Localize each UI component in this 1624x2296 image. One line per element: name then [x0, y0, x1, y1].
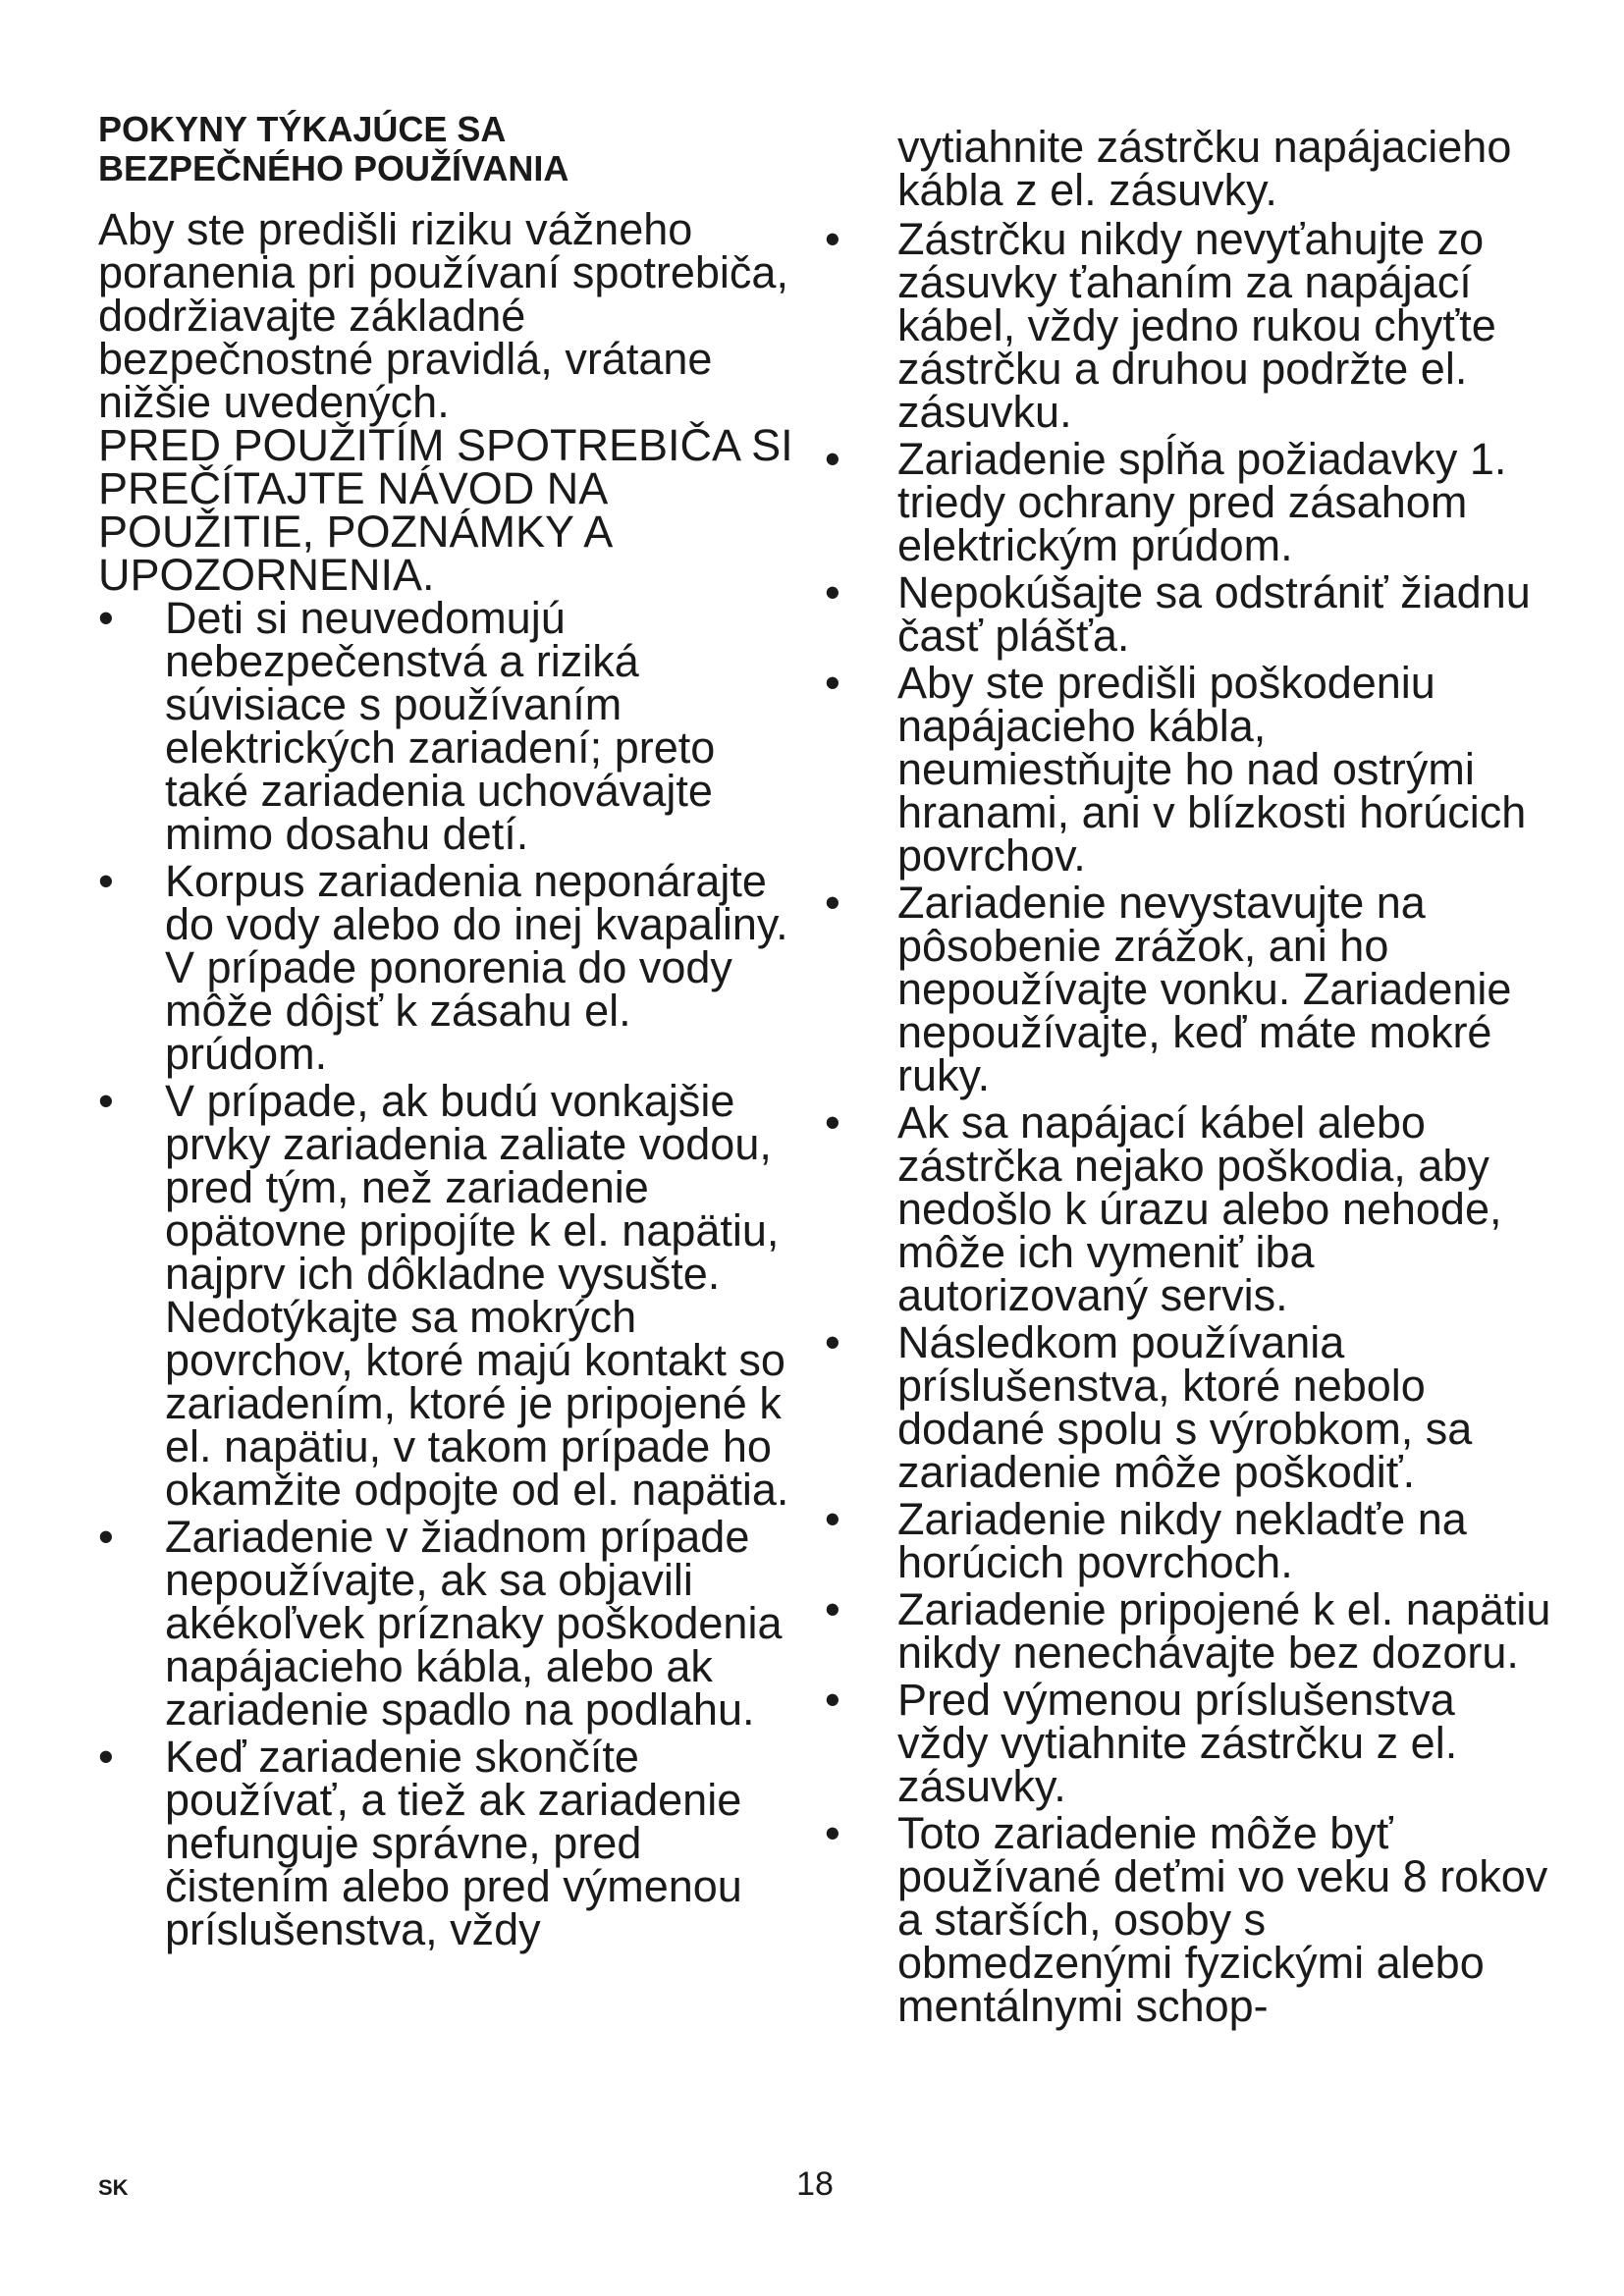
- intro-paragraph: Aby ste predišli riziku vážneho poranenia pri používaní spotrebiča, dodržiavajte základné bezpečnostné pravidlá, vrátane nižšie uvedených.: [98, 204, 788, 427]
- list-item: [825, 1317, 1551, 1497]
- list-item: [825, 1675, 1551, 1811]
- list-item: [825, 658, 1551, 881]
- list-item-text: Korpus zariadenia neponárajte do vody alebo do inej kvapaliny. V prípade ponorenia do vody môže dôjsť k zásahu el. prúdom.: [165, 856, 788, 1079]
- list-item-text: Ak sa napájací kábel alebo zástrčka nejako poškodia, aby nedošlo k úrazu alebo nehode, môže ich vymeniť iba autorizovaný servis.: [897, 1097, 1502, 1320]
- right-bullet-list: [825, 214, 1551, 2031]
- list-item: [98, 1512, 805, 1735]
- list-item: [825, 878, 1551, 1100]
- bullet-icon: •: [825, 1494, 840, 1544]
- language-code: SK: [98, 2175, 129, 2200]
- list-item-text: Aby ste predišli poškodeniu napájacieho kábla, neumiestňujte ho nad ostrými hranami, ani v blízkosti horúcich povrchov.: [897, 658, 1527, 881]
- list-item: [825, 567, 1551, 661]
- bullet-icon: •: [98, 856, 114, 906]
- list-item-text: V prípade, ak budú vonkajšie prvky zariadenia zaliate vodou, pred tým, než zariadenie opätovne pripojíte k el. napätiu, najprv ich dôkladne vysušte. Nedotýkajte sa mokrých povrchov, ktoré majú kontakt so zariadením, ktoré je pripojené k el. napätiu, v takom prípade ho okamžite odpojte od el. napätia.: [165, 1076, 789, 1515]
- list-item-text: Pred výmenou príslušenstva vždy vytiahnite zástrčku z el. zásuvky.: [897, 1675, 1458, 1811]
- left-column: [98, 110, 805, 1955]
- list-item: [825, 1808, 1551, 2031]
- bullet-icon: •: [825, 1808, 840, 1858]
- bullet-icon: •: [825, 1584, 840, 1634]
- section-heading: POKYNY TÝKAJÚCE SA BEZPEČNÉHO POUŽÍVANIA: [98, 109, 569, 188]
- list-item-text: Zariadenie pripojené k el. napätiu nikdy nenechávajte bez dozoru.: [897, 1584, 1551, 1678]
- list-item: [825, 434, 1551, 570]
- bullet-icon: •: [825, 1675, 840, 1725]
- list-item: [98, 1732, 805, 1954]
- bullet-icon: •: [825, 1317, 840, 1367]
- list-item: [825, 1584, 1551, 1678]
- list-item-text: Zariadenie v žiadnom prípade nepoužívajte, ak sa objavili akékoľvek príznaky poškodenia napájacieho kábla, alebo ak zariadenie spadlo na podlahu.: [165, 1512, 783, 1735]
- bullet-icon: •: [825, 567, 840, 617]
- list-item: [825, 214, 1551, 437]
- list-item-text: Nepokúšajte sa odstrániť žiadnu časť plášťa.: [897, 567, 1531, 661]
- page-number: 18: [796, 2165, 834, 2203]
- list-item: [98, 593, 805, 859]
- list-item: [825, 1097, 1551, 1320]
- bullet-icon: •: [98, 593, 114, 643]
- list-item-text: Toto zariadenie môže byť používané deťmi vo veku 8 rokov a starších, osoby s obmedzenými fyzickými alebo mentálnymi schop-: [897, 1808, 1548, 2031]
- bullet-icon: •: [98, 1076, 114, 1126]
- bullet-icon: •: [825, 214, 840, 264]
- list-item-text: Keď zariadenie skončíte používať, a tiež ak zariadenie nefunguje správne, pred čistením alebo pred výmenou príslušenstva, vždy: [165, 1732, 742, 1954]
- list-item-text: Zariadenie nikdy nekladťe na horúcich povrchoch.: [897, 1494, 1467, 1587]
- list-item-text: Následkom používania príslušenstva, ktoré nebolo dodané spolu s výrobkom, sa zariadenie môže poškodiť.: [897, 1317, 1473, 1497]
- bullet-icon: •: [825, 658, 840, 708]
- bullet-icon: •: [825, 1097, 840, 1148]
- warning-paragraph: PRED POUŽITÍM SPOTREBIČA SI PREČÍTAJTE NÁVOD NA POUŽITIE, POZNÁMKY A UPOZORNENIA.: [98, 420, 793, 600]
- list-item-text: Zariadenie spĺňa požiadavky 1. triedy ochrany pred zásahom elektrickým prúdom.: [897, 434, 1507, 570]
- list-item-text: Deti si neuvedomujú nebezpečenstvá a riziká súvisiace s používaním elektrických zariadení; preto také zariadenia uchovávajte mimo dosahu detí.: [165, 593, 716, 859]
- list-item: [98, 1076, 805, 1515]
- list-item: [825, 1494, 1551, 1587]
- list-item-text: Zariadenie nevystavujte na pôsobenie zrážok, ani ho nepoužívajte vonku. Zariadenie nepoužívajte, keď máte mokré ruky.: [897, 878, 1512, 1100]
- bullet-icon: •: [825, 878, 840, 928]
- left-bullet-list: [98, 593, 805, 1954]
- bullet-icon: •: [825, 434, 840, 484]
- list-item: [98, 856, 805, 1079]
- right-column: [825, 122, 1551, 2032]
- bullet-icon: •: [98, 1512, 114, 1562]
- bullet-icon: •: [98, 1732, 114, 1782]
- continued-text: vytiahnite zástrčku napájacieho kábla z el. zásuvky.: [897, 122, 1512, 215]
- list-item-text: Zástrčku nikdy nevyťahujte zo zásuvky ťahaním za napájací kábel, vždy jedno rukou chyťte zástrčku a druhou podržte el. zásuvku.: [897, 214, 1496, 437]
